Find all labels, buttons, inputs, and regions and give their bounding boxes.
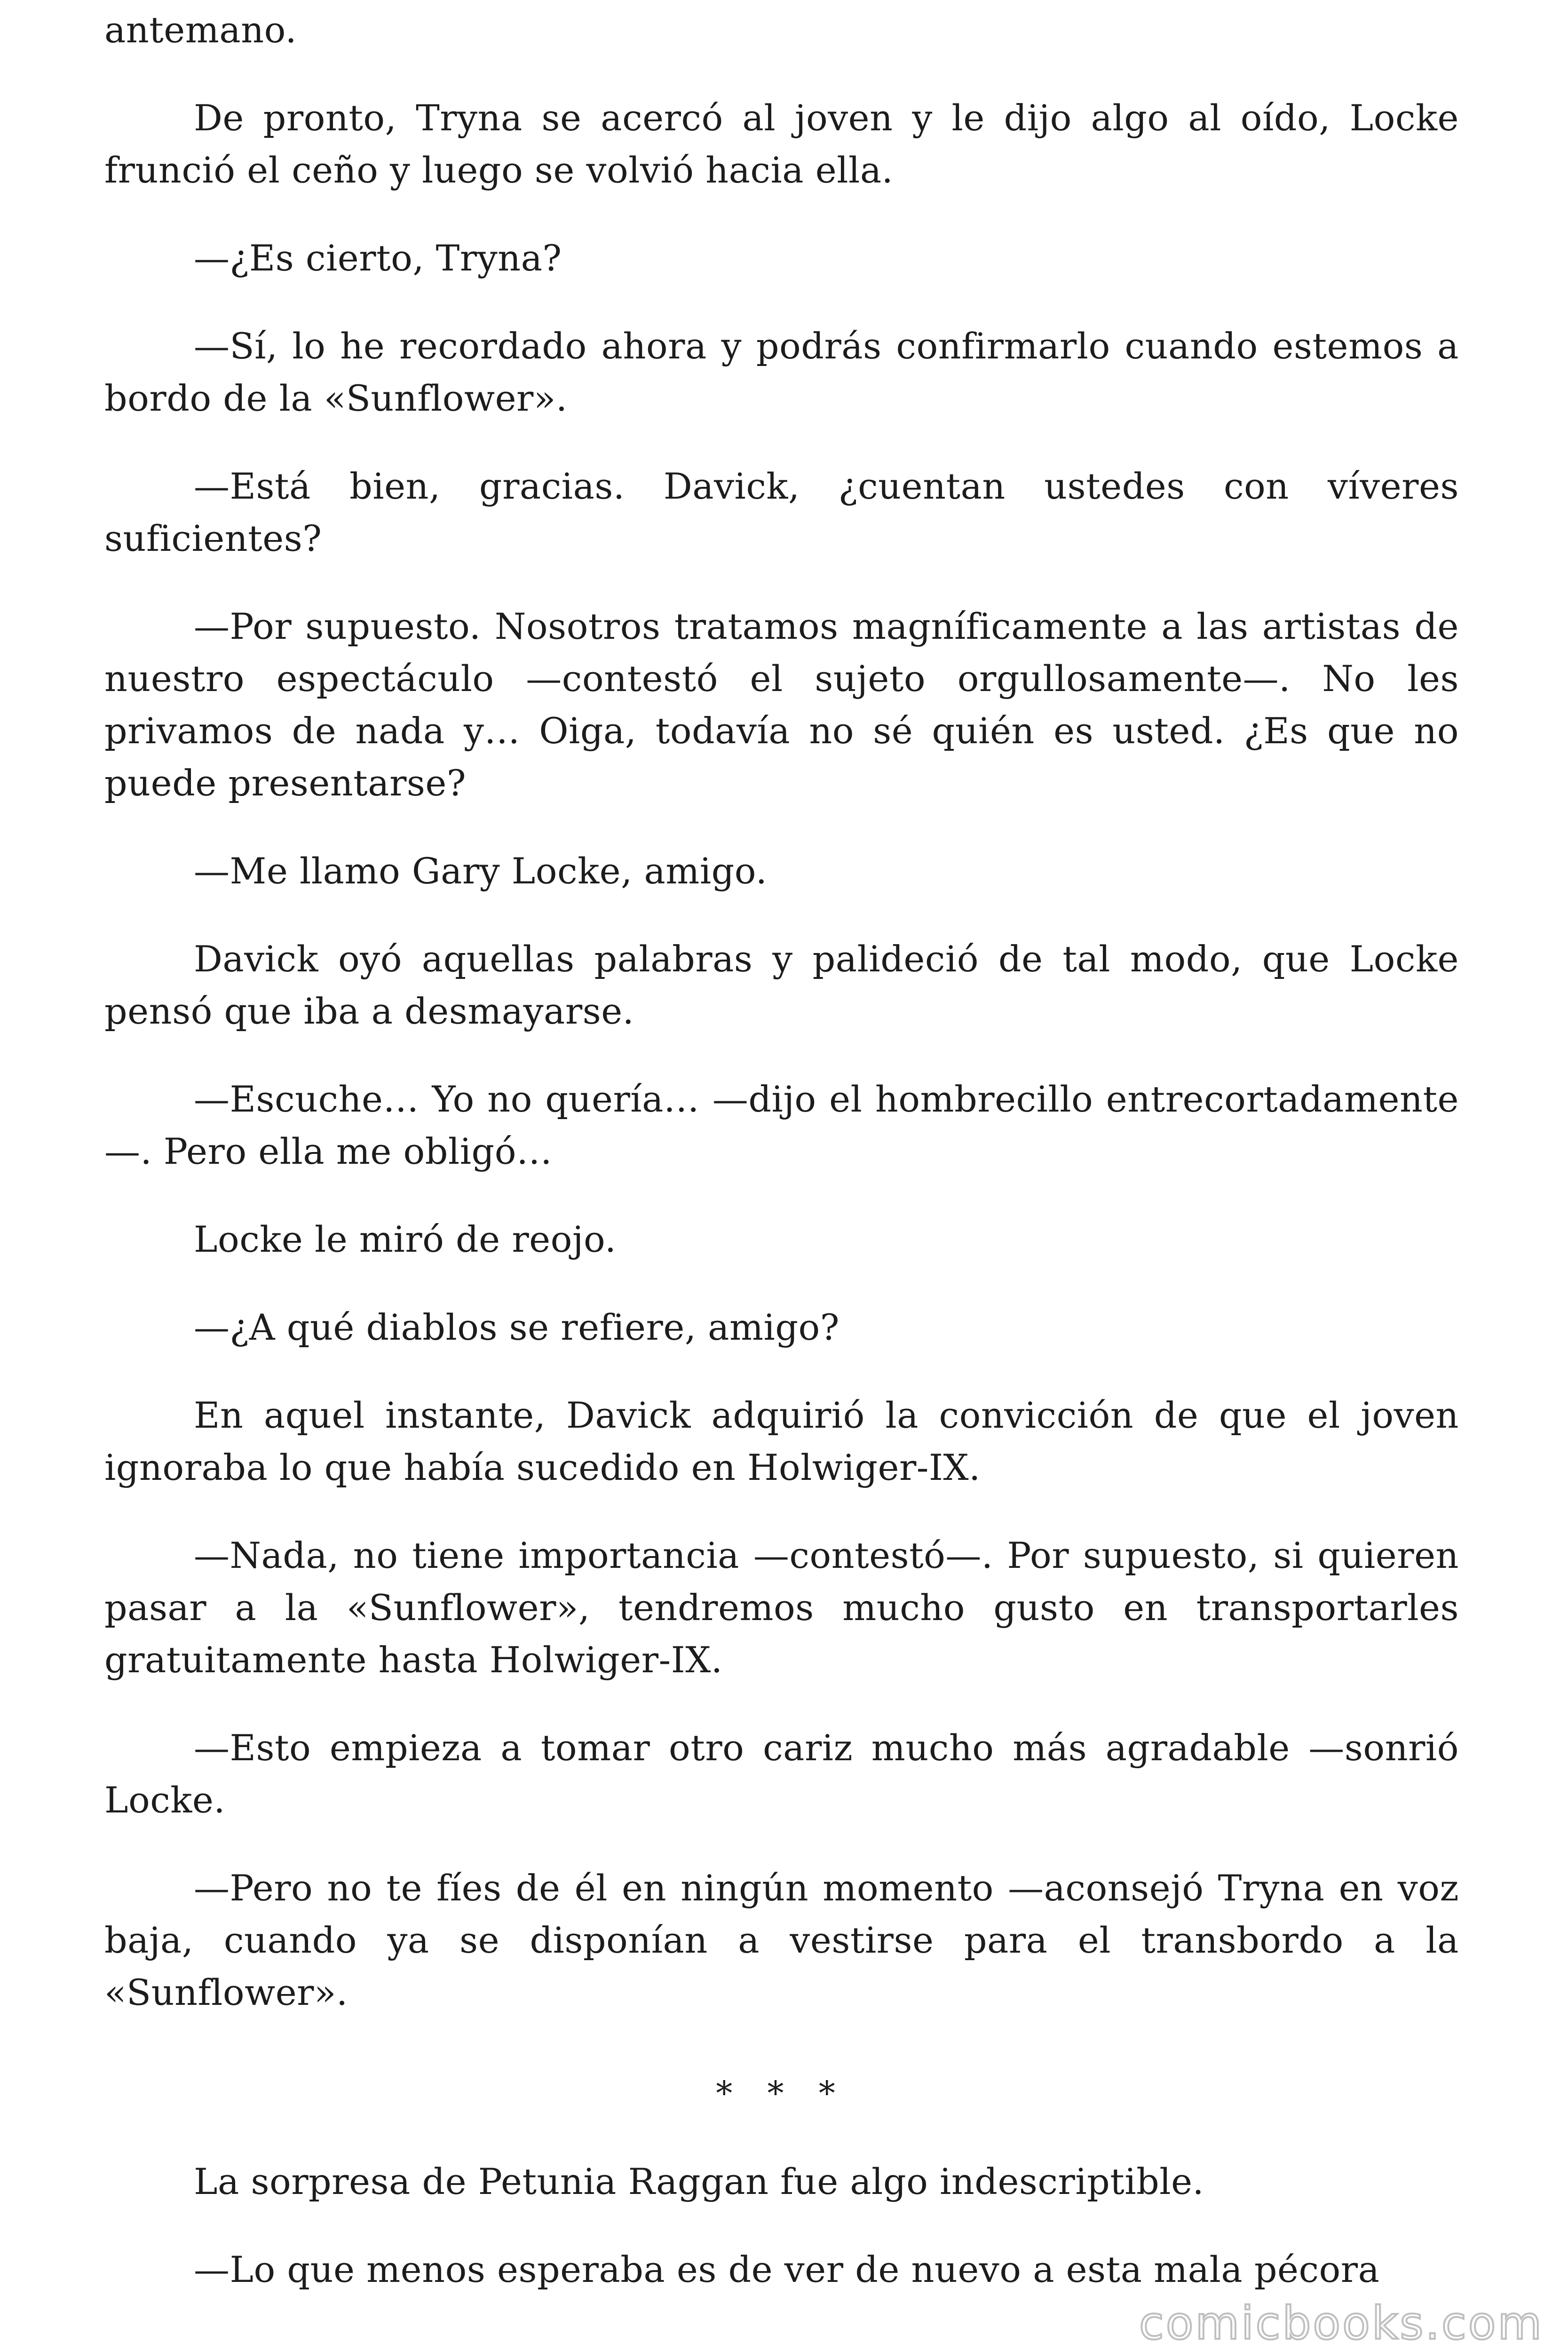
paragraph-3: —¿Es cierto, Tryna? <box>194 237 562 279</box>
paragraph-11: —¿A qué diablos se refiere, amigo? <box>194 1306 839 1348</box>
paragraph-10: Locke le miró de reojo. <box>194 1218 617 1260</box>
page-text <box>104 4 1459 2331</box>
paragraph-16: La sorpresa de Petunia Raggan fue algo indescriptible. <box>194 2161 1204 2202</box>
paragraph-4: —Sí, lo he recordado ahora y podrás confirmarlo cuando estemos a bordo de la «Sunflower». <box>104 325 1459 419</box>
paragraph-9: —Escuche… Yo no quería… —dijo el hombrecillo entrecortadamente—. Pero ella me obligó… <box>104 1078 1459 1172</box>
scene-break: * * * <box>716 2074 847 2113</box>
paragraph-1: antemano. <box>104 9 297 51</box>
paragraph-13: —Nada, no tiene importancia —contestó—. Por supuesto, si quieren pasar a la «Sunflower», tendremos mucho gusto en transportarles gratuitamente hasta Holwiger-IX. <box>104 1534 1459 1681</box>
paragraph-17: —Lo que menos esperaba es de ver de nuevo a esta mala pécora <box>194 2249 1380 2290</box>
paragraph-14: —Esto empieza a tomar otro cariz mucho más agradable —sonrió Locke. <box>104 1727 1459 1821</box>
paragraph-12: En aquel instante, Davick adquirió la convicción de que el joven ignoraba lo que había sucedido en Holwiger-IX. <box>104 1394 1459 1488</box>
paragraph-5: —Está bien, gracias. Davick, ¿cuentan ustedes con víveres suficientes? <box>104 465 1459 559</box>
paragraph-6: —Por supuesto. Nosotros tratamos magníficamente a las artistas de nuestro espectáculo —contestó el sujeto orgullosamente—. No les privamos de nada y… Oiga, todavía no sé quién es usted. ¿Es que no puede presentarse? <box>104 605 1459 804</box>
paragraph-2: De pronto, Tryna se acercó al joven y le dijo algo al oído, Locke frunció el ceño y luego se volvió hacia ella. <box>104 97 1459 191</box>
paragraph-8: Davick oyó aquellas palabras y palideció de tal modo, que Locke pensó que iba a desmayarse. <box>104 938 1459 1032</box>
paragraph-7: —Me llamo Gary Locke, amigo. <box>194 850 768 892</box>
site-watermark: comicbooks.com <box>1139 2297 1544 2350</box>
paragraph-15: —Pero no te fíes de él en ningún momento —aconsejó Tryna en voz baja, cuando ya se disponían a vestirse para el transbordo a la «Sunflower». <box>104 1867 1459 2013</box>
